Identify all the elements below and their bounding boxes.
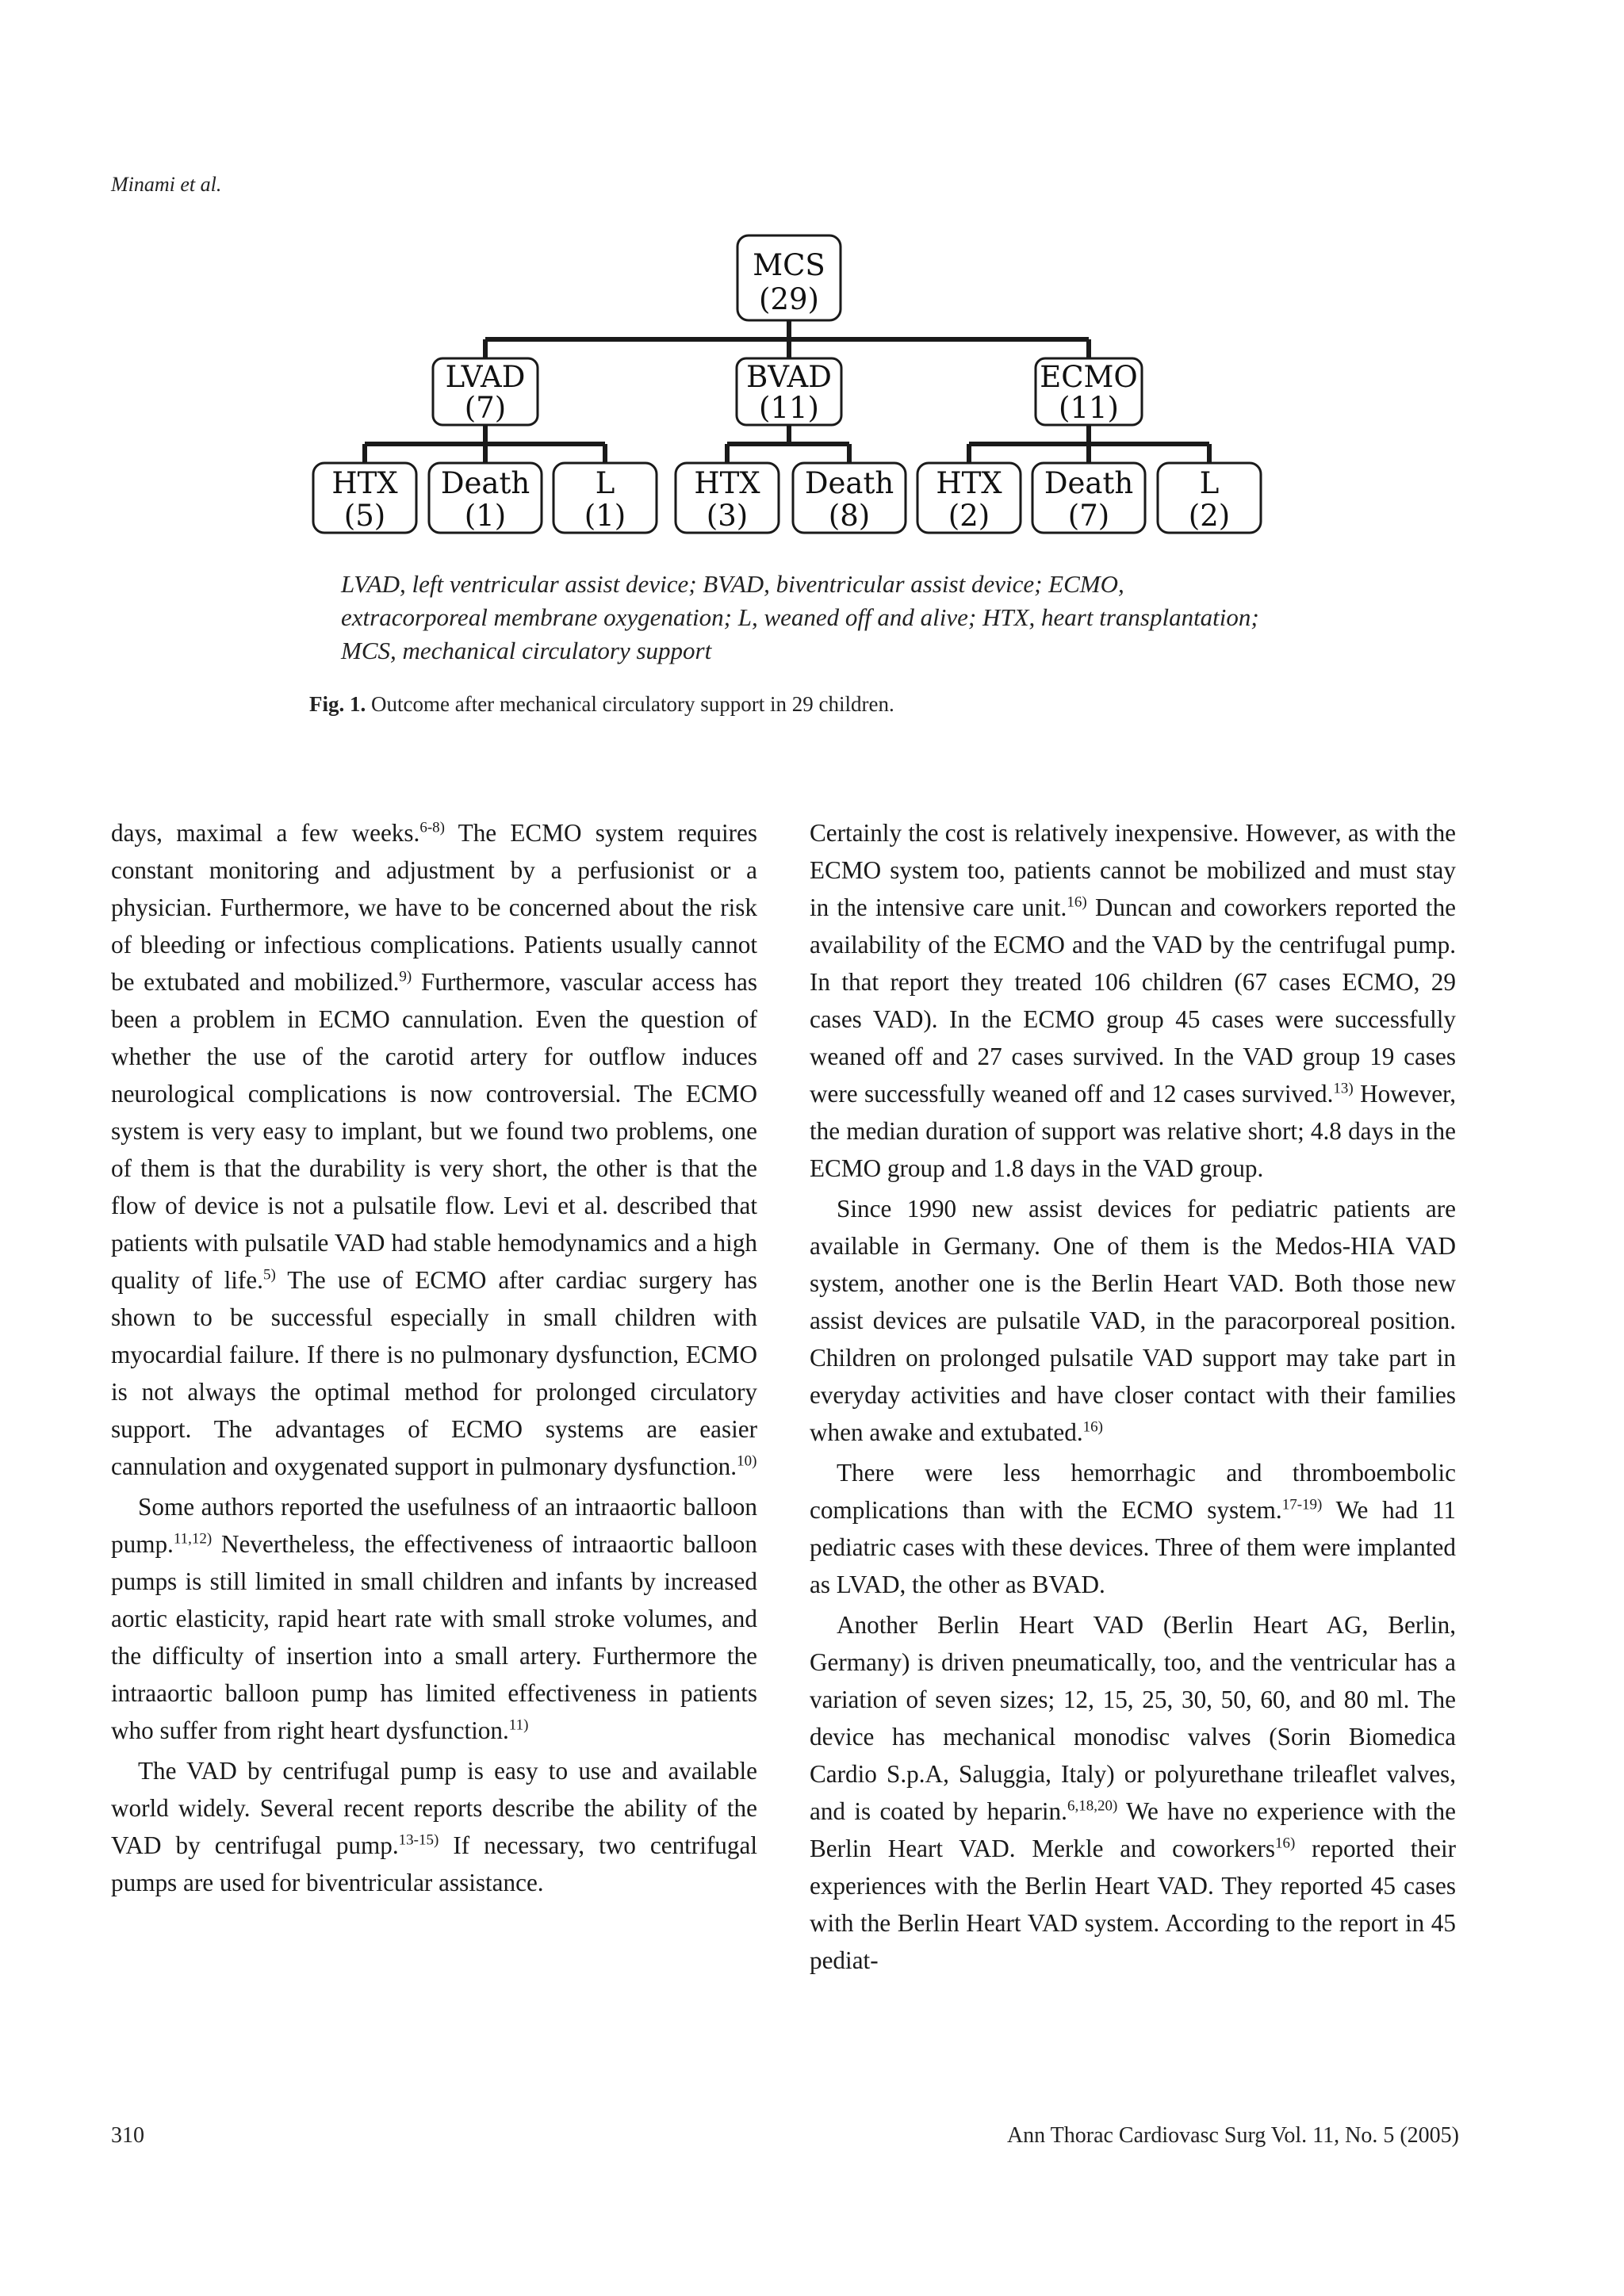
node-count: (11) [1059, 391, 1119, 425]
citation-ref: 9) [399, 968, 412, 985]
figure-caption-text: Outcome after mechanical circulatory support in 29 children. [371, 692, 894, 716]
paragraph: The VAD by centrifugal pump is easy to use and available world widely. Several recent reports describe the ability of the VAD by centrifugal pump.$^{13-15)}$ If necessary, two centrifugal pumps are used for biventricular assistance. [111, 1757, 757, 1896]
node-count: (7) [1067, 499, 1110, 533]
running-head: Minami et al. [111, 173, 222, 196]
body-column-right [810, 814, 1456, 1979]
node-label: MCS [753, 248, 825, 282]
node-label: LVAD [445, 360, 526, 394]
node-label: L [1199, 466, 1220, 500]
paragraph: There were less hemorrhagic and thromboembolic complications than with the ECMO system.$^{17-19)}$ We had 11 pediatric cases with these devices. Three of them were implanted as LVAD, the other as BVAD. [810, 1459, 1456, 1598]
paragraph: Since 1990 new assist devices for pediatric patients are available in Germany. One of them is the Medos-HIA VAD system, another one is the Berlin Heart VAD. Both those new assist devices are pulsatile VAD, in the paracorporeal position. Children on prolonged pulsatile VAD support may take part in everyday activities and have closer contact with their families when awake and extubated.$^{16)}$ [810, 1195, 1456, 1446]
node-label: HTX [694, 466, 760, 500]
citation-ref: 13-15) [398, 1831, 439, 1849]
paragraph: days, maximal a few weeks.$^{6-8)}$ The ECMO system requires constant monitoring and adjustment by a perfusionist or a physician. Furthermore, we have to be concerned about the risk of bleeding or infectious complications. Patients usually cannot be extubated and mobilized.$^{9)}$ Furthermore, vascular access has been a problem in ECMO cannulation. Even the question of whether the use of the carotid artery for outflow induces neurological complications is now controversial. The ECMO system is very easy to implant, but we found two problems, one of them is that the durability is very short, the other is that the flow of device is not a pulsatile flow. Levi et al. described that patients with pulsatile VAD had stable hemodynamics and a high quality of life.$^{5)}$ The use of ECMO after cardiac surgery has shown to be successful especially in small children with myocardial failure. If there is no pulmonary dysfunction, ECMO is not always the optimal method for prolonged circulatory support. The advantages of ECMO systems are easier cannulation and oxygenated support in pulmonary dysfunction.$^{10)}$ [111, 819, 758, 1480]
citation-ref: 16) [1082, 1418, 1103, 1436]
node-count: (29) [759, 282, 819, 316]
node-label: BVAD [746, 360, 832, 394]
node-label: Death [804, 466, 894, 500]
node-label: Death [440, 466, 530, 500]
node-count: (2) [1188, 499, 1231, 533]
leaf-lvad-htx [313, 463, 416, 533]
citation-ref: 5) [262, 1266, 276, 1284]
node-count: (1) [584, 499, 626, 533]
node-label: HTX [936, 466, 1002, 500]
node-mcs [737, 235, 841, 320]
citation-ref: 17-19) [1281, 1496, 1323, 1513]
node-label: L [595, 466, 615, 500]
body-column-left [111, 814, 757, 1901]
node-label: HTX [331, 466, 398, 500]
node-count: (5) [343, 499, 386, 533]
citation-ref: 6,18,20) [1067, 1797, 1118, 1815]
figure-caption [309, 692, 1340, 717]
citation-ref: 11,12) [173, 1530, 213, 1548]
leaf-ecmo-htx [917, 463, 1021, 533]
paragraph: Certainly the cost is relatively inexpensive. However, as with the ECMO system too, patients cannot be mobilized and must stay in the intensive care unit.$^{16)}$ Duncan and coworkers reported the availability of the ECMO and the VAD by the centrifugal pump. In that report they treated 106 children (67 cases ECMO, 29 cases VAD). In the ECMO group 45 cases were successfully weaned off and 27 cases survived. In the VAD group 19 cases were successfully weaned off and 12 cases survived.$^{13)}$ However, the median duration of support was relative short; 4.8 days in the ECMO group and 1.8 days in the VAD group. [810, 819, 1456, 1182]
figure-caption-label: Fig. 1. [309, 692, 366, 716]
node-count: (8) [828, 499, 871, 533]
leaf-ecmo-weaned [1158, 463, 1261, 533]
leaf-lvad-weaned [553, 463, 657, 533]
node-lvad [433, 358, 538, 425]
figure-abbreviations: LVAD, left ventricular assist device; BVAD, biventricular assist device; ECMO, extracorporeal membrane oxygenation; L, weaned off and alive; HTX, heart transplantation; MCS, mechanical circulatory support [341, 570, 1259, 664]
journal-citation: Ann Thorac Cardiovasc Surg Vol. 11, No. 5 (2005) [1006, 2123, 1459, 2148]
node-count: (3) [706, 499, 749, 533]
leaf-lvad-death [429, 463, 542, 533]
node-label: Death [1044, 466, 1134, 500]
paragraph: Some authors reported the usefulness of an intraaortic balloon pump.$^{11,12)}$ Nevertheless, the effectiveness of intraaortic balloon pumps is still limited in small children and infants by increased aortic elasticity, rapid heart rate with small stroke volumes, and the difficulty of insertion into a small artery. Furthermore the intraaortic balloon pump has limited effectiveness in patients who suffer from right heart dysfunction.$^{11)}$ [111, 1493, 757, 1744]
leaf-bvad-htx [676, 463, 779, 533]
citation-ref: 6-8) [419, 819, 445, 836]
leaf-bvad-death [793, 463, 906, 533]
citation-ref: 10) [737, 1452, 757, 1470]
page-number: 310 [111, 2123, 144, 2148]
paragraph: Another Berlin Heart VAD (Berlin Heart AG, Berlin, Germany) is driven pneumatically, too, and the ventricular has a variation of seven sizes; 12, 15, 25, 30, 50, 60, and 80 ml. The device has mechanical monodisc valves (Sorin Biomedica Cardio S.p.A, Saluggia, Italy) or polyurethane trileaflet valves, and is coated by heparin.$^{6,18,20)}$ We have no experience with the Berlin Heart VAD. Merkle and coworkers$^{16)}$ reported their experiences with the Berlin Heart VAD. They reported 45 cases with the Berlin Heart VAD system. According to the report in 45 pediat- [810, 1611, 1456, 1974]
node-label: ECMO [1040, 360, 1138, 394]
citation-ref: 16) [1275, 1835, 1296, 1852]
citation-ref: 11) [508, 1716, 529, 1734]
outcome-tree-diagram [0, 0, 1624, 555]
node-count: (2) [948, 499, 990, 533]
citation-ref: 16) [1067, 894, 1087, 911]
node-ecmo [1036, 358, 1142, 425]
citation-ref: 13) [1333, 1080, 1354, 1097]
node-count: (11) [759, 391, 819, 425]
node-count: (1) [464, 499, 507, 533]
node-bvad [737, 358, 841, 425]
node-count: (7) [464, 391, 507, 425]
leaf-ecmo-death [1032, 463, 1145, 533]
